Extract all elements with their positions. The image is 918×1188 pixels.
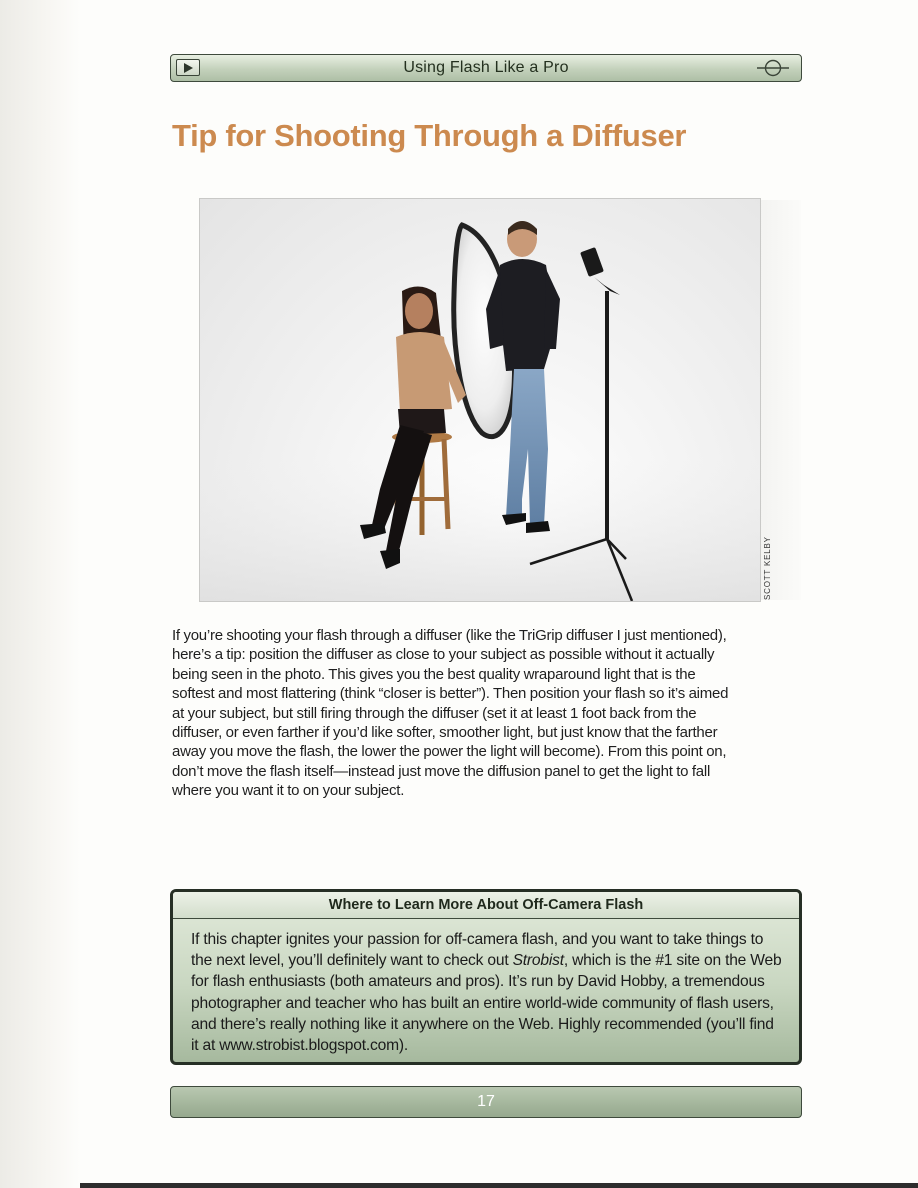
body-line: at your subject, but still firing through the diffuser (set it at least 1 foot back from the (172, 704, 697, 722)
body-line: where you want it to on your subject. (172, 782, 405, 800)
sidebar-text-emphasis: Strobist (512, 952, 564, 970)
circle-crosshair-icon[interactable] (757, 58, 789, 83)
body-line: diffuser, or even farther if you’d like softer, smoother light, but just know that the farther (172, 724, 718, 742)
body-line: being seen in the photo. This gives you the best quality wraparound light that is the (172, 665, 696, 683)
body-line: softest and most flattering (think “closer is better”). Then position your flash so it’s aimed (172, 685, 729, 703)
body-line: don’t move the flash itself—instead just move the diffusion panel to get the light to fall (172, 762, 711, 780)
page-title: Tip for Shooting Through a Diffuser (172, 118, 687, 153)
sidebar-heading: Where to Learn More About Off-Camera Flash (173, 892, 799, 919)
body-line: If you’re shooting your flash through a diffuser (like the TriGrip diffuser I just mentioned), (172, 627, 727, 644)
page-number: 17 (477, 1093, 495, 1110)
page-gutter (0, 0, 80, 1188)
bottom-rule (80, 1183, 918, 1188)
footer-bar (170, 1086, 802, 1118)
studio-photo (199, 198, 761, 602)
play-icon[interactable] (176, 59, 200, 76)
sidebar-box (170, 889, 802, 1065)
sidebar-text-start: If this chapter ignites your passion for off-camera flash, and you want to take things to the next level, you’ll definitely want to check out (191, 931, 764, 970)
body-paragraph (172, 626, 802, 801)
body-line: here’s a tip: position the diffuser as close to your subject as possible without it actually (172, 646, 715, 664)
header-bar (170, 54, 802, 82)
body-line: away you move the flash, the lower the power the light will become). From this point on, (172, 743, 727, 761)
photo-credit (763, 590, 772, 600)
sidebar-text-end: , which is the #1 site on the Web for flash enthusiasts (both amateurs and pros). It’s run by David Hobby, a tremendous photographer and teacher who has built an entire world-wide community of flash users, and there’s really nothing like it anywhere on the Web. Highly recommended (you’ll find it at www.strobist.blogspot.com). (191, 952, 782, 1055)
header-title: Using Flash Like a Pro (403, 59, 569, 76)
sidebar-text (191, 929, 783, 1056)
